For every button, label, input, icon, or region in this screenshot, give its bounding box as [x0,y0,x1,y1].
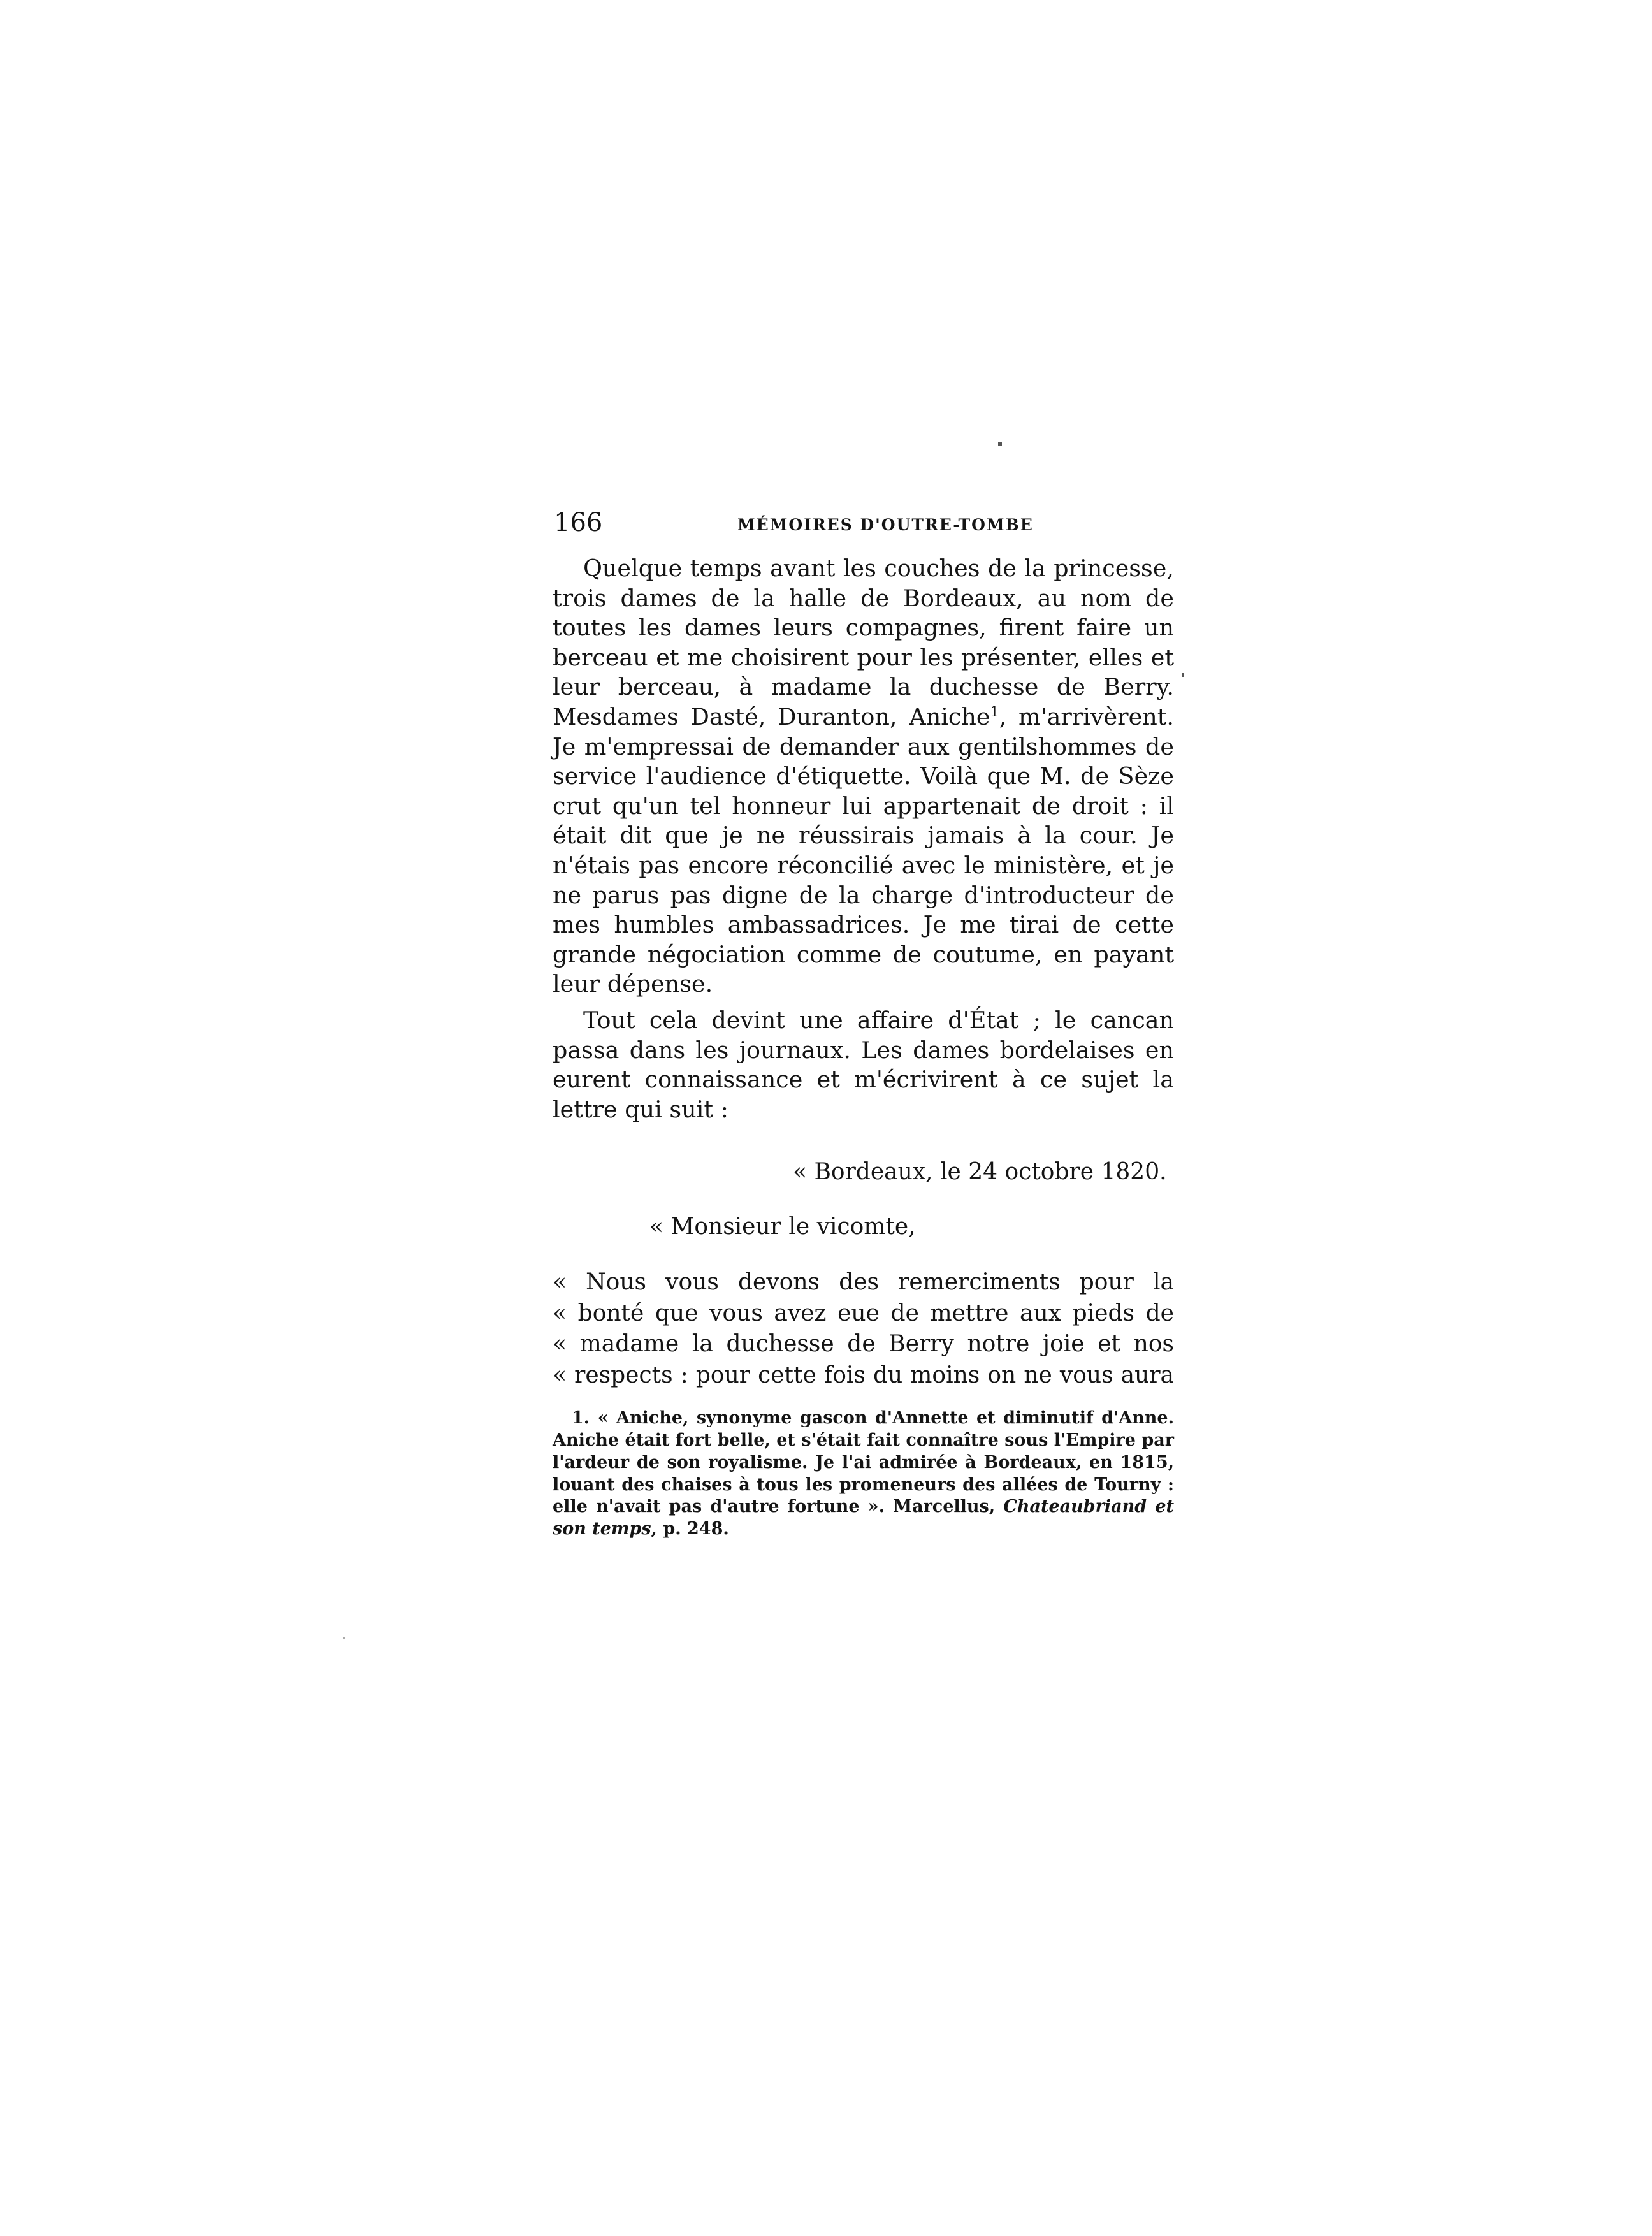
letter-line: « respects : pour cette fois du moins on ne vous aura [553,1361,1174,1388]
footnote-number: 1. [572,1408,590,1428]
footnote-reference: 1 [990,704,999,720]
letter-line: « Nous vous devons des remerciments pour la [553,1269,1174,1296]
paragraph: Tout cela devint une affaire d'État ; le cancan passa dans les journaux. Les dames bordelaises en eurent connaissance et m'écrivirent à ce sujet la lettre qui suit : [553,1006,1174,1123]
letter-body [553,1267,1174,1391]
paragraph-text: , m'arrivèrent. Je m'empressai de demander aux gentilshommes de service l'audience d'étiquette. Voilà que M. de Sèze crut qu'un tel honneur lui appartenait de droit : il était dit que je ne réussirais jamais à la cour. Je n'étais pas encore réconcilié avec le ministère, et je ne parus pas digne de la charge d'introducteur de mes humbles ambassadrices. Je me tirai de cette grande négociation comme de coutume, en payant leur dépense. [553,702,1174,998]
letter-line: « bonté que vous avez eue de mettre aux pieds de [553,1300,1174,1326]
book-title: MÉMOIRES D'OUTRE-TOMBE [737,516,1034,534]
printed-page [553,507,1174,1541]
scan-speck [998,442,1002,446]
footnote-page-reference: , p. 248. [651,1519,729,1539]
scan-speck [1182,673,1184,677]
paragraph-text: Quelque temps avant les couches de la princesse, trois dames de la halle de Bordeaux, au nom de toutes les dames leurs compagnes, firent faire un berceau et me choisirent pour les présenter, elles et leur berceau, à madame la duchesse de Berry. Mesdames Dasté, Duranton, Aniche [553,555,1174,730]
paragraph [553,554,1174,999]
cited-work-title: Chateaubriand et son temps [553,1497,1175,1539]
body-text [553,554,1174,1541]
footnote [553,1407,1174,1541]
scan-speck [343,1637,345,1639]
running-head [553,507,1174,539]
letter-line: « madame la duchesse de Berry notre joie et nos [553,1331,1174,1358]
page-number: 166 [554,508,603,537]
letter-dateline: « Bordeaux, le 24 octobre 1820. [793,1159,1167,1186]
letter-salutation: « Monsieur le vicomte, [649,1214,916,1240]
footnote-text: « Aniche, synonyme gascon d'Annette et diminutif d'Anne. Aniche était fort belle, et s'était fait connaître sous l'Empire par l'ardeur de son royalisme. Je l'ai admirée à Bordeaux, en 1815, louant des chaises à tous les promeneurs des allées de Tourny : elle n'avait pas d'autre fortune ». Marcellus, [553,1408,1174,1517]
